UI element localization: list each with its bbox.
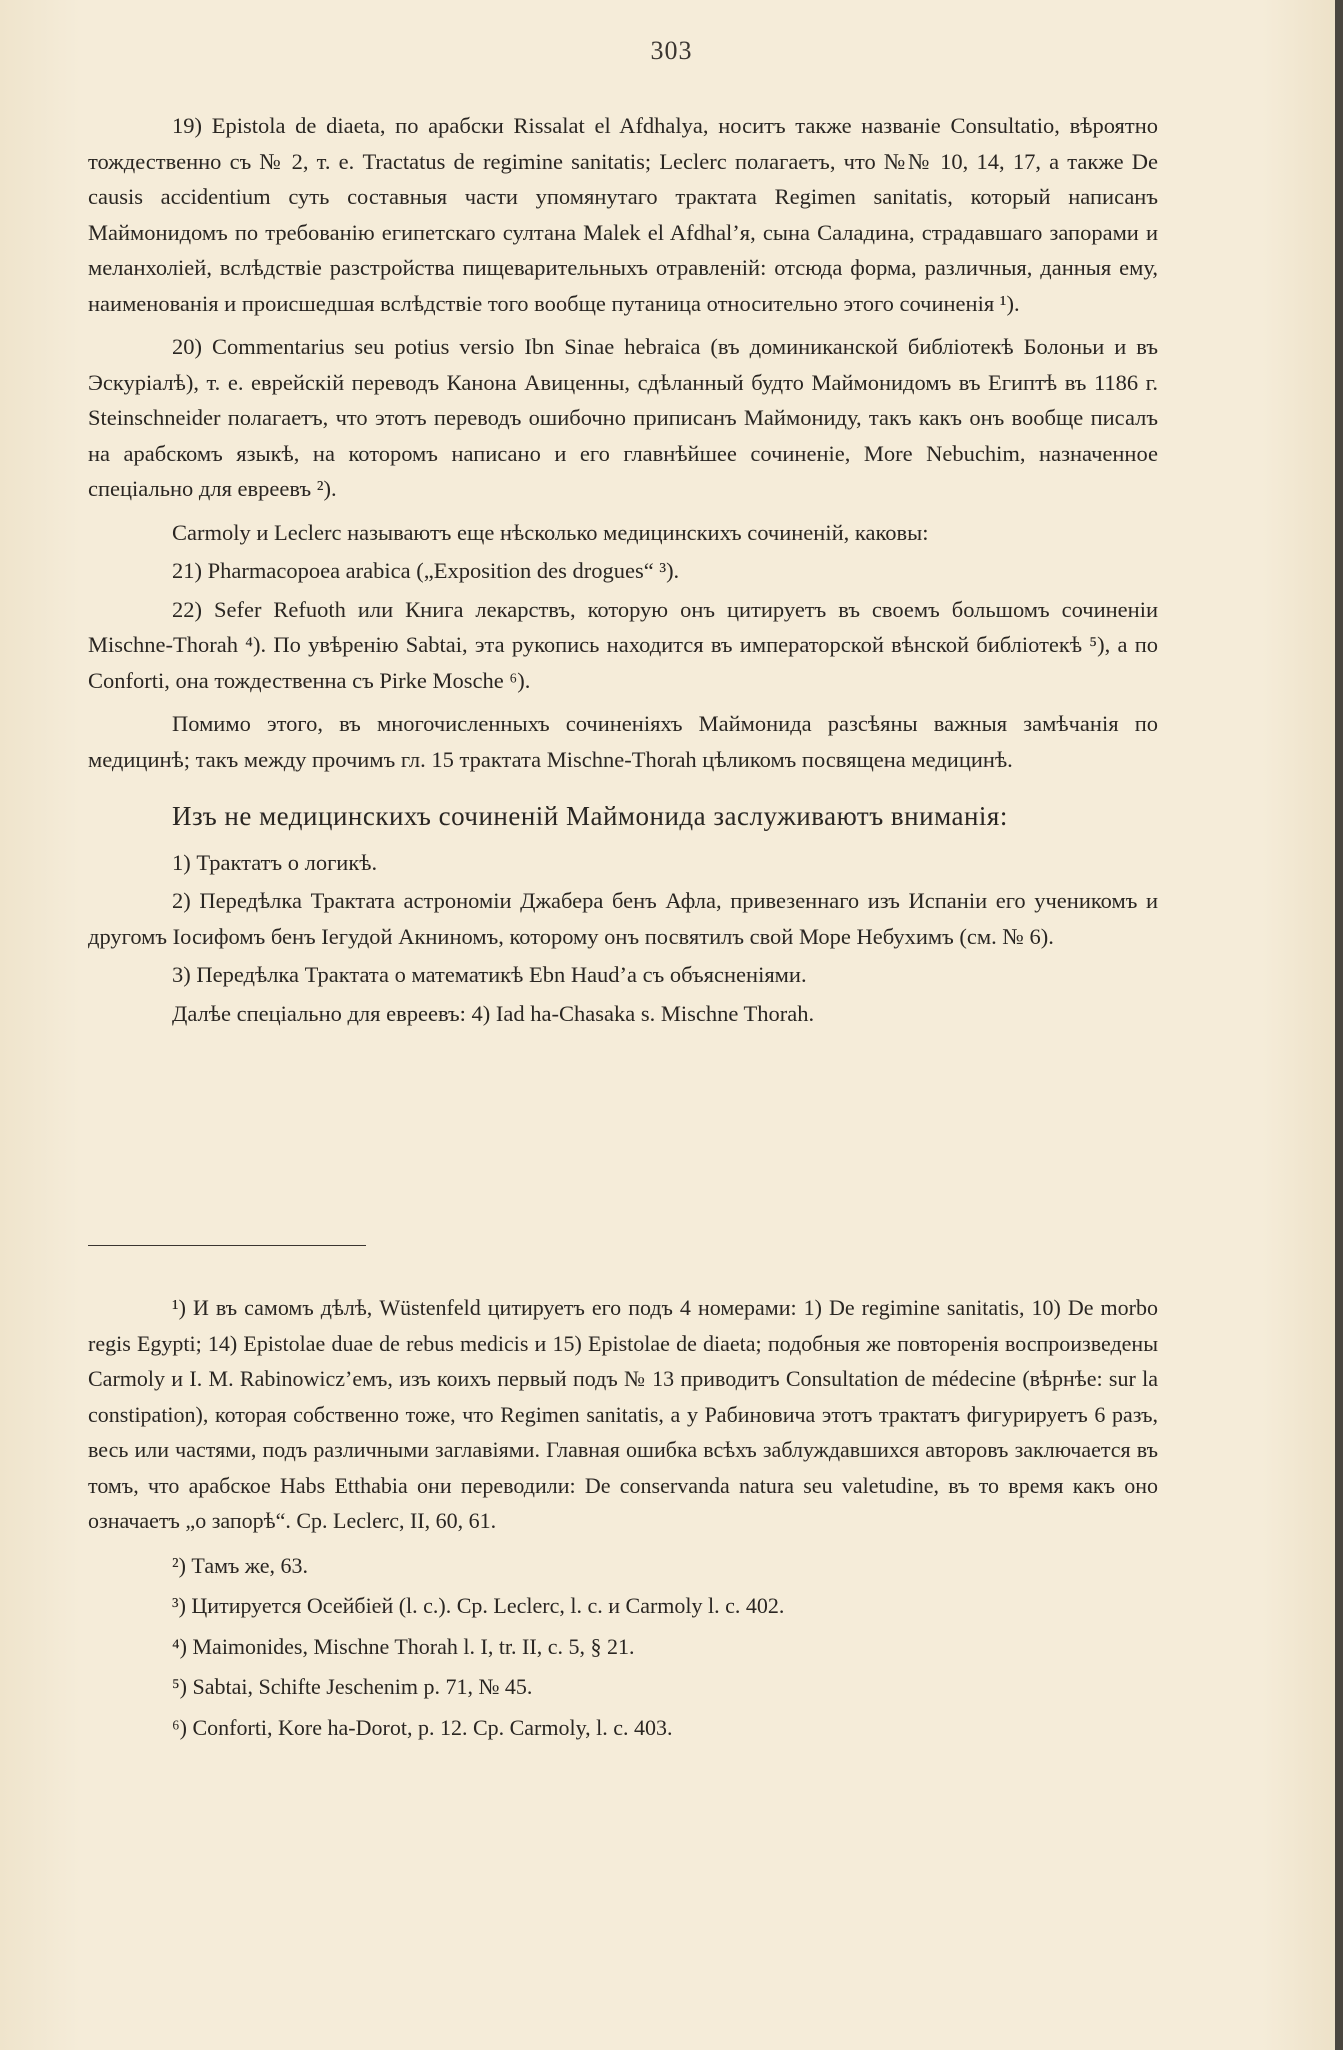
paragraph-21-pharmacopoea: 21) Pharmacopoea arabica („Exposition des drogues“ ³). bbox=[172, 558, 680, 583]
nonmedical-item-1: 1) Трактатъ о логикѣ. bbox=[172, 849, 378, 875]
footnotes bbox=[88, 1290, 1158, 1750]
footnote-divider bbox=[88, 1245, 366, 1246]
nonmedical-item-2: 2) Передѣлка Трактата астрономіи Джабера бенъ Афла, привезеннаго изъ Испаніи его ученикомъ и другомъ Іосифомъ бенъ Іегудой Акниномъ, которому онъ посвятилъ свой Море Небухимъ (см. № 6). bbox=[88, 888, 1158, 949]
footnote-6: ⁶) Conforti, Kore ha-Dorot, p. 12. Ср. Carmoly, l. c. 403. bbox=[172, 1714, 673, 1740]
footnote-1: ¹) И въ самомъ дѣлѣ, Wüstenfeld цитируетъ его подъ 4 номерами: 1) De regimine sanitatis, 10) De morbo regis Egypti; 14) Epistolae duae de rebus medicis и 15) Epistolae de diaeta; подобныя же повторенія воспроизведены Carmoly и I. M. Rabinowicz’емъ, изъ коихъ первый подъ № 13 приводитъ Consultation de médecine (вѣрнѣе: sur la constipation), которая собственно тоже, что Regimen sanitatis, а у Рабиновича этотъ трактатъ фигурируетъ 6 разъ, весь или частями, подъ различными заглавіями. Главная ошибка всѣхъ заблуждавшихся авторовъ заключается въ томъ, что арабское Habs Etthabia они переводили: De conservanda natura seu valetudine, въ то время какъ оно означаетъ „о запорѣ“. Ср. Leclerc, II, 60, 61. bbox=[88, 1295, 1158, 1533]
page-number: 303 bbox=[650, 36, 693, 65]
main-text bbox=[88, 108, 1158, 1034]
section-heading: Изъ не медицинскихъ сочиненій Маймонида заслуживаютъ вниманія: bbox=[172, 801, 1008, 831]
paragraph-22-sefer-refuoth: 22) Sefer Refuoth или Книга лекарствъ, которую онъ цитируетъ въ своемъ большомъ сочиненіи Mischne-Thorah ⁴). По увѣренію Sabtai, эта рукопись находится въ императорской вѣнской библіотекѣ ⁵), а по Conforti, она тождественна съ Pirke Mosche ⁶). bbox=[88, 596, 1158, 693]
nonmedical-item-4: Далѣе спеціально для евреевъ: 4) Iad ha-Chasaka s. Mischne Thorah. bbox=[172, 1000, 815, 1026]
paragraph-19-epistola: 19) Epistola de diaeta, по арабски Rissalat el Afdhalya, носитъ также названіе Consultatio, вѣроятно тождественно съ № 2, т. е. Tractatus de regimine sanitatis; Leclerc полагаетъ, что №№ 10, 14, 17, а также De causis accidentium суть составныя части упомянутаго трактата Regimen sanitatis, который написанъ Маймонидомъ по требованію египетскаго султана Malek el Afdhal’я, сына Саладина, страдавшаго запорами и меланхоліей, вслѣдствіе разстройства пищеварительныхъ отравленій: отсюда форма, различныя, данныя ему, наименованія и происшедшая вслѣдствіе того вообще путаница относительно этого сочиненія ¹). bbox=[88, 113, 1158, 316]
footnote-2: ²) Тамъ же, 63. bbox=[172, 1552, 309, 1578]
paragraph-carmoly-leclerc: Carmoly и Leclerc называютъ еще нѣсколько медицинскихъ сочиненій, каковы: bbox=[172, 519, 929, 545]
paragraph-20-commentarius: 20) Commentarius seu potius versio Ibn Sinae hebraica (въ доминиканской библіотекѣ Болоньи и въ Эскуріалѣ), т. е. еврейскій переводъ Канона Авиценны, сдѣланный будто Маймонидомъ въ Египтѣ въ 1186 г. Steinschneider полагаетъ, что этотъ переводъ ошибочно приписанъ Маймониду, такъ какъ онъ вообще писалъ на арабскомъ языкѣ, на которомъ написано и его главнѣйшее сочиненіе, More Nebuchim, назначенное спеціально для евреевъ ²). bbox=[88, 334, 1158, 501]
paragraph-medicine-remarks: Помимо этого, въ многочисленныхъ сочиненіяхъ Маймонида разсѣяны важныя замѣчанія по медицинѣ; такъ между прочимъ гл. 15 трактата Mischne-Thorah цѣликомъ посвящена медицинѣ. bbox=[88, 711, 1158, 772]
nonmedical-item-3: 3) Передѣлка Трактата о математикѣ Ebn Haud’а съ объясненіями. bbox=[172, 962, 807, 987]
footnote-5: ⁵) Sabtai, Schifte Jeschenim p. 71, № 45. bbox=[172, 1674, 533, 1699]
footnote-3: ³) Цитируется Осейбіей (l. c.). Ср. Leclerc, l. c. и Carmoly l. c. 402. bbox=[172, 1593, 785, 1618]
footnote-4: ⁴) Maimonides, Mischne Thorah l. I, tr. II, c. 5, § 21. bbox=[172, 1633, 635, 1659]
